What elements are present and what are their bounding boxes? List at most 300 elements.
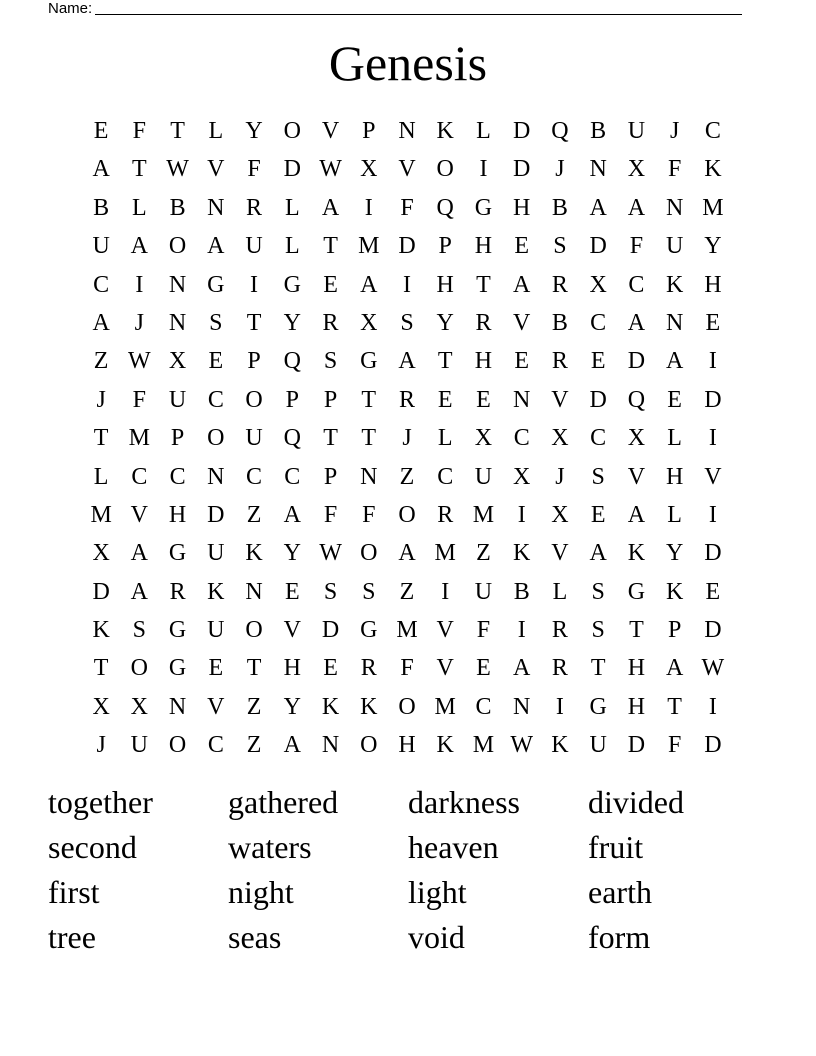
grid-letter: X xyxy=(360,156,378,183)
grid-letter: K xyxy=(360,693,378,720)
grid-letter: E xyxy=(590,348,606,375)
grid-letter: U xyxy=(245,425,263,452)
grid-letter: R xyxy=(169,578,186,605)
grid-row xyxy=(82,649,732,687)
grid-letter: Q xyxy=(436,194,454,221)
grid-letter: A xyxy=(398,540,416,567)
grid-letter: A xyxy=(627,194,646,221)
grid-letter: U xyxy=(665,233,684,260)
grid-letter: N xyxy=(589,156,607,183)
grid-letter: F xyxy=(400,194,414,221)
grid-letter: E xyxy=(476,655,491,682)
grid-letter: T xyxy=(323,233,338,260)
grid-letter: M xyxy=(358,233,380,260)
grid-letter: O xyxy=(245,617,263,644)
grid-letter: V xyxy=(398,156,416,183)
grid-letter: M xyxy=(472,732,495,759)
grid-letter: F xyxy=(132,118,147,144)
grid-letter: S xyxy=(209,309,223,336)
grid-letter: X xyxy=(168,348,187,375)
grid-letter: P xyxy=(285,386,299,413)
grid-letter: T xyxy=(93,655,109,682)
grid-letter: I xyxy=(479,156,488,183)
grid-row xyxy=(82,419,732,457)
grid-letter: L xyxy=(476,118,491,144)
grid-letter: X xyxy=(551,501,569,528)
grid-row xyxy=(82,726,732,764)
grid-letter: R xyxy=(398,386,415,413)
grid-letter: I xyxy=(708,348,717,375)
grid-letter: T xyxy=(590,655,606,682)
grid-letter: L xyxy=(93,463,109,490)
word-list-item: first xyxy=(48,874,100,910)
grid-letter: T xyxy=(246,309,262,336)
grid-letter: W xyxy=(128,348,151,375)
grid-letter: F xyxy=(667,156,682,183)
grid-letter: M xyxy=(434,540,456,567)
grid-letter: C xyxy=(93,271,110,298)
name-field xyxy=(48,0,742,20)
grid-letter: A xyxy=(92,156,110,183)
grid-letter: J xyxy=(96,386,106,413)
grid-letter: U xyxy=(168,386,187,413)
word-list-item: seas xyxy=(228,919,282,955)
grid-letter: N xyxy=(513,693,531,720)
grid-letter: C xyxy=(284,463,301,490)
grid-letter: E xyxy=(590,501,606,528)
grid-row xyxy=(82,534,732,572)
grid-letter: R xyxy=(551,271,568,298)
grid-letter: L xyxy=(132,194,147,221)
grid-letter: A xyxy=(589,194,607,221)
grid-letter: N xyxy=(207,194,225,221)
grid-letter: I xyxy=(364,194,373,221)
grid-letter: F xyxy=(323,501,338,528)
grid-letter: L xyxy=(552,578,568,605)
grid-letter: Z xyxy=(246,732,262,759)
grid-row xyxy=(82,342,732,380)
grid-letter: N xyxy=(398,118,416,144)
grid-letter: J xyxy=(669,118,680,144)
grid-letter: Y xyxy=(665,540,684,567)
grid-letter: I xyxy=(441,578,450,605)
grid-letter: A xyxy=(513,271,531,298)
grid-letter: V xyxy=(513,309,531,336)
grid-row xyxy=(82,496,732,534)
grid-letter: F xyxy=(667,732,682,759)
word-list-item: heaven xyxy=(408,829,499,865)
page-title: Genesis xyxy=(328,35,488,91)
grid-letter: Z xyxy=(399,578,415,605)
grid-letter: F xyxy=(476,617,491,644)
grid-letter: Y xyxy=(704,233,722,260)
grid-letter: Q xyxy=(627,386,646,413)
grid-letter: P xyxy=(170,425,185,452)
grid-letter: D xyxy=(92,578,110,605)
grid-letter: E xyxy=(208,348,224,375)
grid-letter: U xyxy=(474,463,493,490)
grid-letter: V xyxy=(704,463,722,490)
grid-letter: R xyxy=(551,617,568,644)
grid-letter: U xyxy=(207,617,225,644)
grid-letter: V xyxy=(321,118,340,144)
grid-letter: Y xyxy=(283,693,301,720)
grid-letter: N xyxy=(168,309,187,336)
grid-letter: E xyxy=(208,655,224,682)
grid-letter: P xyxy=(323,463,338,490)
grid-letter: R xyxy=(475,309,492,336)
grid-letter: S xyxy=(323,578,338,605)
grid-letter: N xyxy=(245,578,263,605)
grid-letter: V xyxy=(551,386,569,413)
grid-letter: U xyxy=(207,540,225,567)
grid-letter: J xyxy=(555,463,565,490)
grid-letter: G xyxy=(474,194,493,221)
grid-letter: O xyxy=(168,233,187,260)
grid-letter: X xyxy=(551,425,569,452)
grid-letter: V xyxy=(283,617,301,644)
grid-letter: Y xyxy=(283,309,301,336)
grid-letter: A xyxy=(398,348,416,375)
grid-letter: C xyxy=(704,118,721,144)
grid-letter: E xyxy=(93,118,109,144)
word-list-item: void xyxy=(408,919,465,955)
grid-letter: C xyxy=(513,425,530,452)
grid-letter: D xyxy=(704,386,722,413)
grid-letter: C xyxy=(437,463,454,490)
grid-letter: B xyxy=(169,194,186,221)
grid-letter: U xyxy=(92,233,110,260)
grid-letter: Q xyxy=(283,348,301,375)
grid-row xyxy=(82,227,732,265)
grid-letter: P xyxy=(667,617,682,644)
grid-letter: S xyxy=(400,309,414,336)
grid-letter: R xyxy=(551,348,568,375)
grid-row xyxy=(82,381,732,419)
grid-letter: X xyxy=(513,463,531,490)
word-list-item: second xyxy=(48,829,137,865)
grid-letter: F xyxy=(400,655,414,682)
grid-letter: L xyxy=(667,501,682,528)
grid-row xyxy=(82,688,732,726)
grid-letter: Z xyxy=(246,501,262,528)
grid-letter: R xyxy=(246,194,263,221)
grid-letter: G xyxy=(360,348,378,375)
word-list-item: light xyxy=(408,874,467,910)
grid-letter: D xyxy=(398,233,416,260)
grid-letter: O xyxy=(360,732,378,759)
grid-letter: A xyxy=(513,655,531,682)
word-list-item: night xyxy=(228,874,294,910)
grid-letter: G xyxy=(627,578,646,605)
grid-letter: I xyxy=(517,617,526,644)
grid-letter: E xyxy=(284,578,300,605)
grid-letter: G xyxy=(207,271,225,298)
grid-letter: N xyxy=(665,309,684,336)
grid-letter: A xyxy=(130,578,149,605)
word-list-item: together xyxy=(48,784,153,820)
grid-letter: E xyxy=(476,386,491,413)
grid-letter: D xyxy=(589,386,607,413)
grid-letter: N xyxy=(360,463,378,490)
grid-letter: W xyxy=(319,540,342,567)
grid-letter: O xyxy=(398,501,416,528)
grid-letter: E xyxy=(323,271,338,298)
grid-letter: K xyxy=(551,732,569,759)
grid-letter: G xyxy=(283,271,301,298)
grid-letter: R xyxy=(360,655,377,682)
grid-letter: E xyxy=(437,386,453,413)
grid-letter: T xyxy=(132,156,147,183)
grid-letter: T xyxy=(323,425,338,452)
grid-row xyxy=(82,611,732,649)
grid-letter: L xyxy=(208,118,224,144)
grid-row xyxy=(82,458,732,496)
grid-letter: B xyxy=(513,578,530,605)
grid-letter: C xyxy=(475,693,492,720)
grid-letter: T xyxy=(437,348,453,375)
word-list xyxy=(48,780,768,960)
grid-letter: O xyxy=(130,655,149,682)
grid-letter: L xyxy=(284,233,300,260)
grid-letter: X xyxy=(474,425,493,452)
grid-letter: M xyxy=(128,425,151,452)
grid-letter: I xyxy=(708,425,717,452)
grid-letter: H xyxy=(513,194,531,221)
grid-letter: L xyxy=(284,194,300,221)
grid-letter: L xyxy=(667,425,682,452)
grid-row xyxy=(82,189,732,227)
grid-letter: M xyxy=(702,194,724,221)
grid-letter: N xyxy=(321,732,340,759)
grid-letter: T xyxy=(246,655,262,682)
grid-letter: G xyxy=(360,617,378,644)
grid-letter: B xyxy=(590,118,607,144)
grid-row xyxy=(82,266,732,304)
grid-letter: A xyxy=(130,540,149,567)
grid-letter: O xyxy=(283,118,301,144)
grid-letter: D xyxy=(283,156,301,183)
grid-letter: C xyxy=(131,463,148,490)
grid-letter: H xyxy=(704,271,722,298)
grid-letter: A xyxy=(283,501,301,528)
grid-letter: N xyxy=(168,693,187,720)
grid-letter: W xyxy=(319,156,342,183)
grid-letter: M xyxy=(396,617,418,644)
grid-letter: N xyxy=(665,194,684,221)
grid-letter: X xyxy=(360,309,378,336)
grid-letter: E xyxy=(705,309,721,336)
grid-letter: J xyxy=(96,732,106,759)
grid-letter: A xyxy=(589,540,607,567)
grid-letter: A xyxy=(665,348,684,375)
grid-letter: O xyxy=(245,386,263,413)
grid-letter: E xyxy=(514,348,530,375)
grid-letter: V xyxy=(130,501,149,528)
letter-grid xyxy=(82,112,732,765)
grid-letter: O xyxy=(168,732,187,759)
grid-letter: A xyxy=(321,194,340,221)
grid-letter: M xyxy=(90,501,112,528)
grid-letter: S xyxy=(591,463,605,490)
grid-letter: L xyxy=(437,425,453,452)
word-list-item: fruit xyxy=(588,829,644,865)
grid-letter: K xyxy=(321,693,340,720)
grid-letter: Q xyxy=(551,118,569,144)
grid-row xyxy=(82,112,732,150)
grid-letter: C xyxy=(207,386,224,413)
word-list-item: divided xyxy=(588,784,684,820)
grid-row xyxy=(82,573,732,611)
grid-letter: O xyxy=(360,540,378,567)
grid-letter: U xyxy=(245,233,263,260)
grid-letter: X xyxy=(627,425,646,452)
grid-letter: Y xyxy=(245,118,263,144)
grid-letter: B xyxy=(93,194,110,221)
grid-letter: T xyxy=(361,425,377,452)
grid-letter: O xyxy=(207,425,225,452)
grid-letter: D xyxy=(207,501,225,528)
grid-letter: D xyxy=(589,233,607,260)
grid-letter: S xyxy=(132,617,147,644)
grid-letter: A xyxy=(627,501,646,528)
grid-letter: K xyxy=(704,156,722,183)
grid-letter: X xyxy=(92,693,110,720)
grid-letter: K xyxy=(665,578,684,605)
grid-letter: N xyxy=(207,463,225,490)
grid-letter: H xyxy=(627,655,646,682)
grid-letter: T xyxy=(476,271,491,298)
grid-letter: H xyxy=(283,655,301,682)
grid-letter: Y xyxy=(436,309,454,336)
word-list-item: earth xyxy=(588,874,652,910)
grid-letter: Z xyxy=(476,540,491,567)
grid-letter: S xyxy=(362,578,376,605)
grid-letter: H xyxy=(168,501,187,528)
grid-letter: C xyxy=(246,463,263,490)
word-list-item: darkness xyxy=(408,784,520,820)
grid-letter: R xyxy=(551,655,568,682)
grid-letter: X xyxy=(130,693,149,720)
grid-letter: K xyxy=(436,118,454,144)
grid-letter: V xyxy=(627,463,646,490)
grid-letter: D xyxy=(321,617,340,644)
grid-letter: N xyxy=(513,386,531,413)
grid-letter: A xyxy=(130,233,149,260)
grid-letter: M xyxy=(434,693,456,720)
grid-letter: U xyxy=(130,732,149,759)
grid-letter: V xyxy=(436,655,454,682)
grid-letter: K xyxy=(245,540,263,567)
grid-letter: P xyxy=(247,348,261,375)
grid-letter: B xyxy=(551,309,568,336)
grid-letter: V xyxy=(436,617,454,644)
grid-letter: X xyxy=(627,156,646,183)
grid-letter: K xyxy=(92,617,110,644)
grid-row xyxy=(82,304,732,342)
grid-letter: A xyxy=(92,309,110,336)
grid-letter: A xyxy=(360,271,378,298)
grid-letter: D xyxy=(704,617,722,644)
grid-letter: A xyxy=(665,655,684,682)
grid-letter: I xyxy=(708,693,717,720)
grid-row xyxy=(82,150,732,188)
grid-letter: N xyxy=(168,271,187,298)
grid-letter: Z xyxy=(246,693,262,720)
grid-letter: U xyxy=(474,578,493,605)
grid-letter: G xyxy=(168,540,187,567)
grid-letter: K xyxy=(513,540,531,567)
grid-letter: T xyxy=(170,118,185,144)
grid-letter: C xyxy=(207,732,224,759)
grid-letter: C xyxy=(590,309,607,336)
grid-letter: X xyxy=(589,271,607,298)
grid-letter: W xyxy=(166,156,189,183)
word-list-item: tree xyxy=(48,919,96,955)
grid-letter: A xyxy=(207,233,225,260)
grid-letter: G xyxy=(168,617,187,644)
grid-letter: I xyxy=(250,271,259,298)
grid-letter: S xyxy=(553,233,567,260)
grid-letter: H xyxy=(474,348,493,375)
grid-letter: P xyxy=(438,233,452,260)
grid-letter: C xyxy=(169,463,186,490)
grid-letter: C xyxy=(590,425,607,452)
grid-letter: U xyxy=(589,732,607,759)
grid-letter: O xyxy=(436,156,454,183)
grid-letter: G xyxy=(589,693,607,720)
grid-letter: H xyxy=(474,233,493,260)
grid-letter: V xyxy=(207,156,225,183)
grid-letter: R xyxy=(437,501,454,528)
grid-letter: P xyxy=(323,386,338,413)
grid-letter: W xyxy=(510,732,534,759)
grid-letter: E xyxy=(667,386,682,413)
grid-letter: D xyxy=(513,118,531,144)
grid-letter: F xyxy=(362,501,376,528)
grid-letter: O xyxy=(398,693,416,720)
word-list-item: gathered xyxy=(228,784,339,820)
grid-letter: V xyxy=(207,693,225,720)
grid-letter: D xyxy=(627,732,646,759)
grid-letter: D xyxy=(627,348,646,375)
grid-letter: Q xyxy=(283,425,301,452)
grid-letter: H xyxy=(398,732,416,759)
grid-letter: S xyxy=(591,617,605,644)
grid-letter: B xyxy=(551,194,568,221)
grid-letter: J xyxy=(555,156,565,183)
grid-letter: E xyxy=(323,655,338,682)
grid-letter: D xyxy=(704,540,722,567)
grid-letter: W xyxy=(701,655,725,682)
grid-letter: P xyxy=(362,118,376,144)
grid-letter: K xyxy=(436,732,454,759)
grid-letter: Y xyxy=(283,540,301,567)
grid-letter: D xyxy=(704,732,722,759)
grid-letter: H xyxy=(436,271,454,298)
grid-letter: T xyxy=(93,425,109,452)
grid-letter: F xyxy=(629,233,644,260)
grid-letter: F xyxy=(247,156,261,183)
grid-letter: I xyxy=(402,271,411,298)
word-list-item: waters xyxy=(228,829,312,865)
grid-letter: J xyxy=(134,309,145,336)
grid-letter: I xyxy=(708,501,717,528)
grid-letter: H xyxy=(665,463,684,490)
grid-letter: H xyxy=(627,693,646,720)
grid-letter: E xyxy=(514,233,530,260)
grid-letter: D xyxy=(513,156,531,183)
